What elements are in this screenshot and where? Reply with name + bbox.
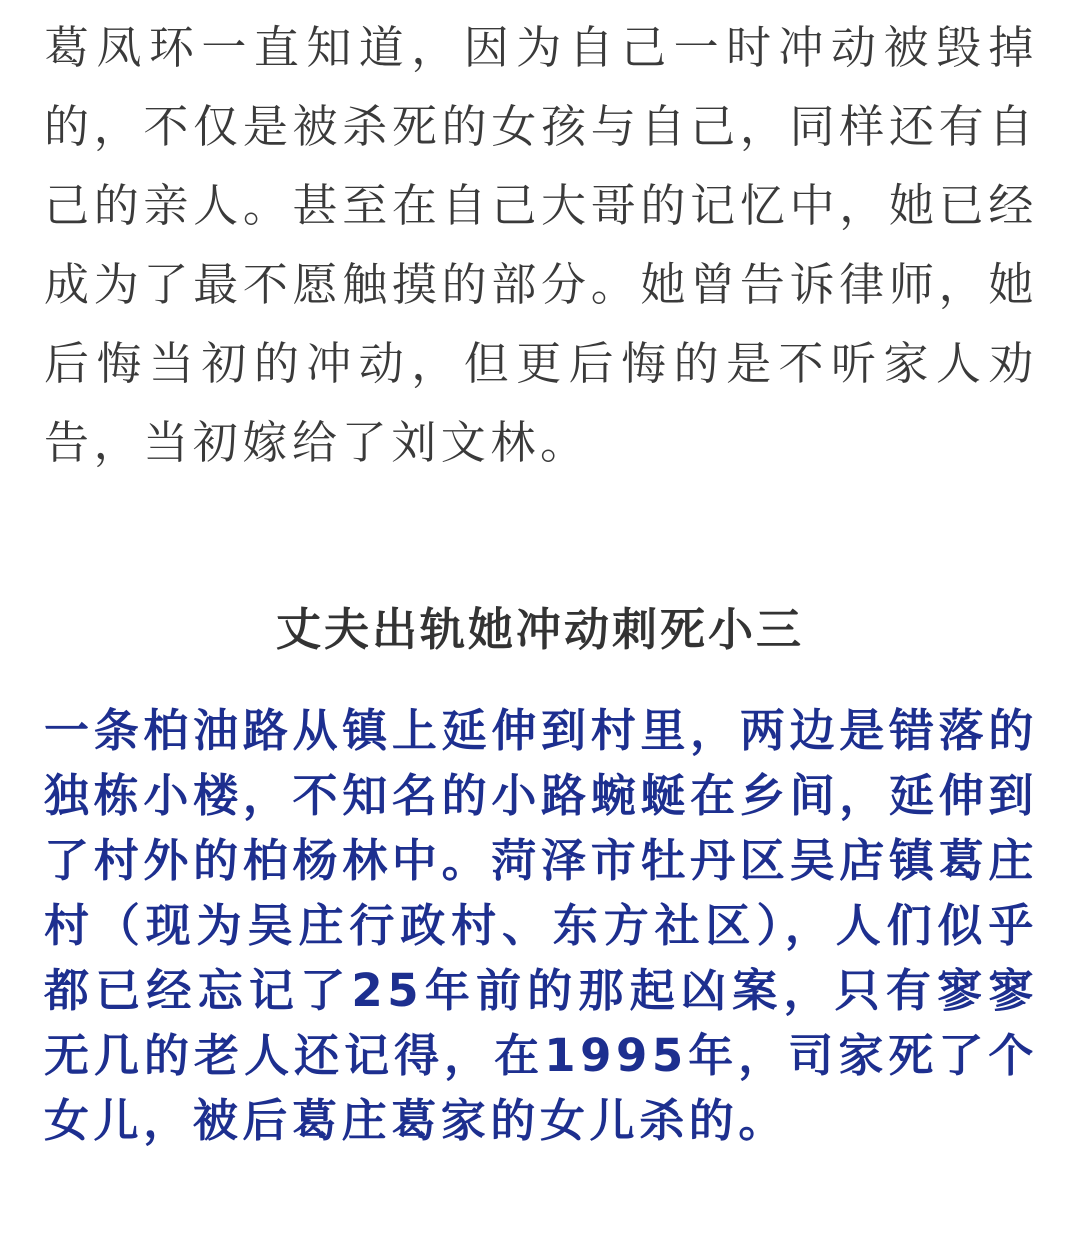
article-paragraph: 葛凤环一直知道，因为自己一时冲动被毁掉的，不仅是被杀死的女孩与自己，同样还有自己的亲人。甚至在自己大哥的记忆中，她已经成为了最不愿触摸的部分。她曾告诉律师，她后悔当初的冲动，但更后悔的是不听家人劝告，当初嫁给了刘文林。 [44,21,1038,469]
highlighted-paragraph: 一条柏油路从镇上延伸到村里，两边是错落的独栋小楼，不知名的小路蜿蜒在乡间，延伸到了村外的柏杨林中。菏泽市牡丹区吴店镇葛庄村（现为吴庄行政村、东方社区），人们似乎都已经忘记了25年前的那起凶案，只有寥寥无几的老人还记得，在1995年，司家死了个女儿，被后葛庄葛家的女儿杀的。 [44,704,1038,1147]
section-heading: 丈夫出轨她冲动刺死小三 [275,603,804,656]
